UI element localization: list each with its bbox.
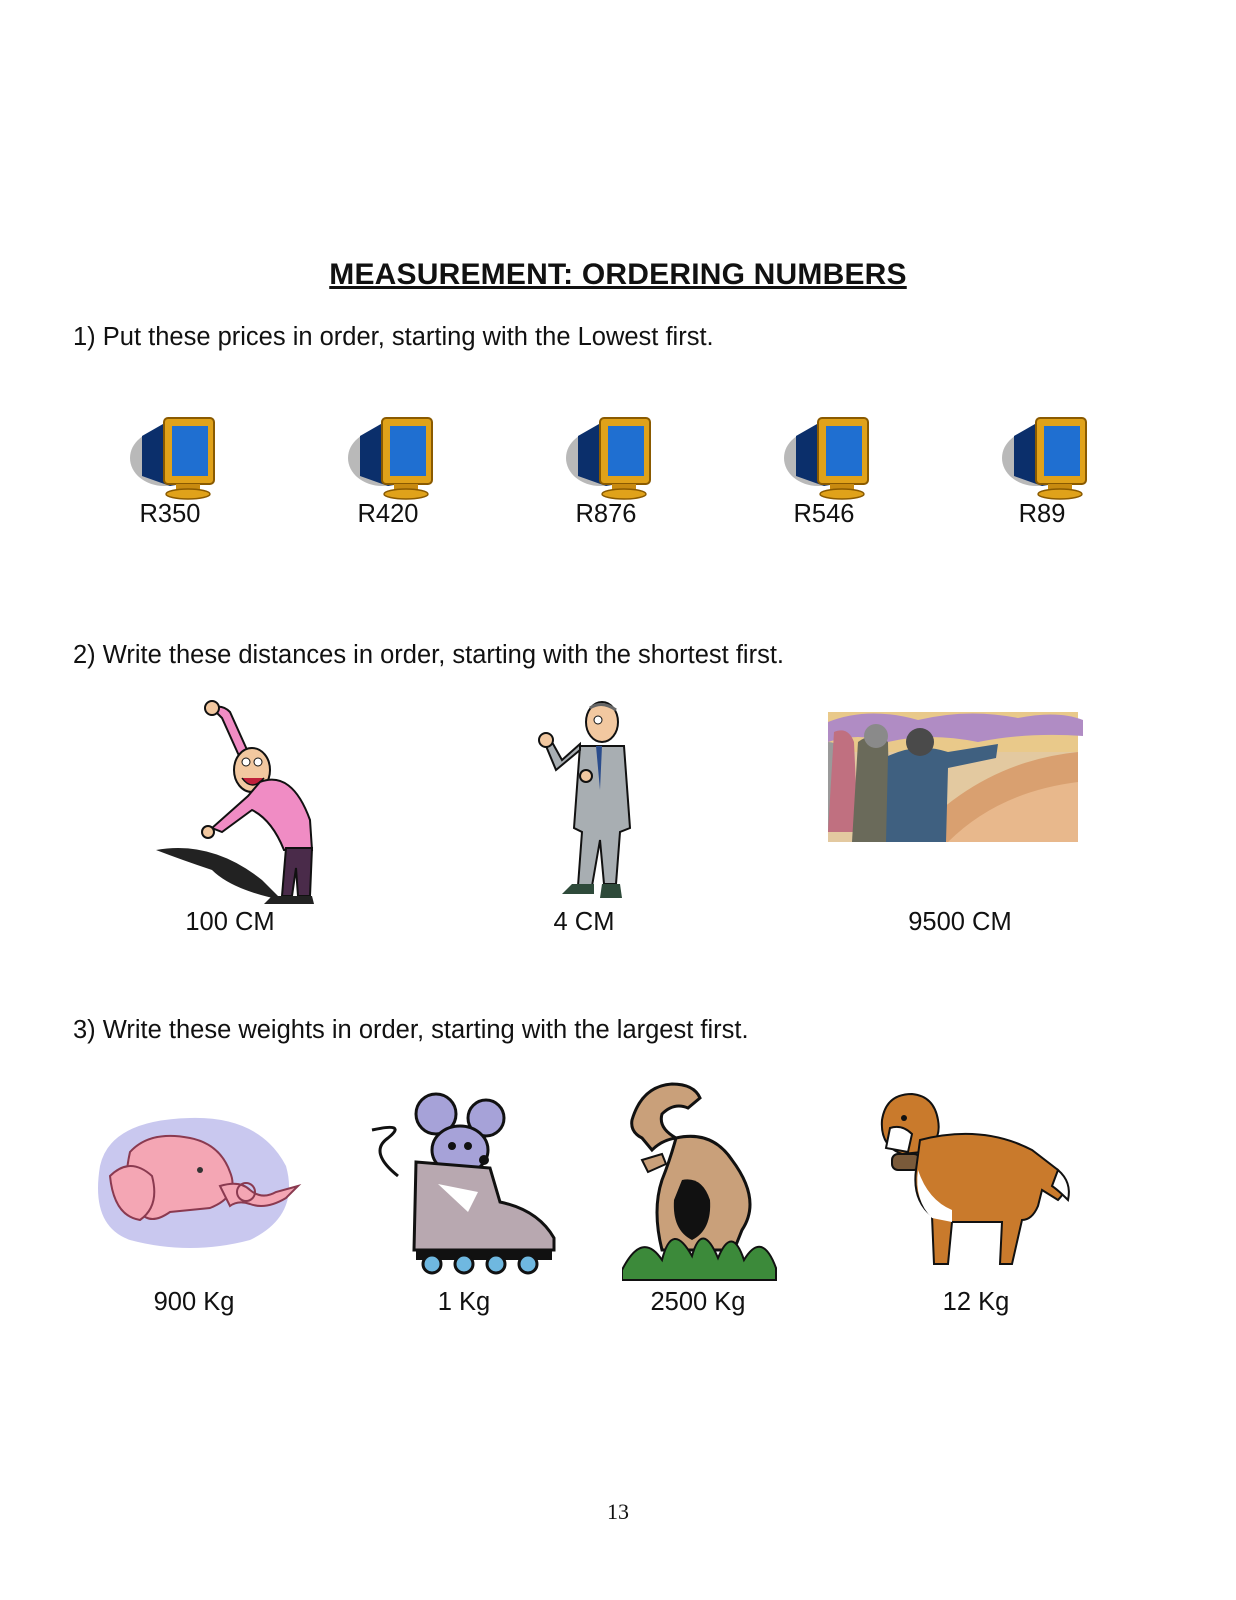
weight-label: 1 Kg — [437, 1288, 491, 1316]
price-label: R420 — [357, 500, 419, 528]
distance-label: 4 CM — [553, 908, 615, 936]
question-1-text: 1) Put these prices in order, starting with the Lowest first. — [73, 323, 714, 351]
people-pointing-landscape-icon — [828, 702, 1088, 852]
weight-label: 12 Kg — [942, 1288, 1010, 1316]
weight-label: 2500 Kg — [650, 1288, 746, 1316]
st-bernard-dog-icon — [872, 1090, 1074, 1274]
page-title: MEASUREMENT: ORDERING NUMBERS — [329, 258, 907, 291]
weight-label: 900 Kg — [153, 1288, 235, 1316]
price-label: R546 — [793, 500, 855, 528]
computer-monitor-icon — [124, 414, 220, 500]
computer-monitor-icon — [342, 414, 438, 500]
price-label: R350 — [139, 500, 201, 528]
price-label: R876 — [575, 500, 637, 528]
distance-label: 9500 CM — [908, 908, 1012, 936]
elephant-icon — [90, 1116, 304, 1248]
man-measuring-small-icon — [532, 700, 642, 910]
dinosaur-icon — [622, 1080, 778, 1284]
computer-monitor-icon — [778, 414, 874, 500]
man-measuring-wide-icon — [152, 700, 322, 910]
computer-monitor-icon — [996, 414, 1092, 500]
computer-monitor-icon — [560, 414, 656, 500]
price-label: R89 — [1018, 500, 1066, 528]
question-3-text: 3) Write these weights in order, starting with the largest first. — [73, 1016, 749, 1044]
question-2-text: 2) Write these distances in order, starting with the shortest first. — [73, 641, 784, 669]
mouse-in-skate-icon — [368, 1092, 560, 1276]
distance-label: 100 CM — [185, 908, 275, 936]
page-number: 13 — [607, 1499, 629, 1524]
